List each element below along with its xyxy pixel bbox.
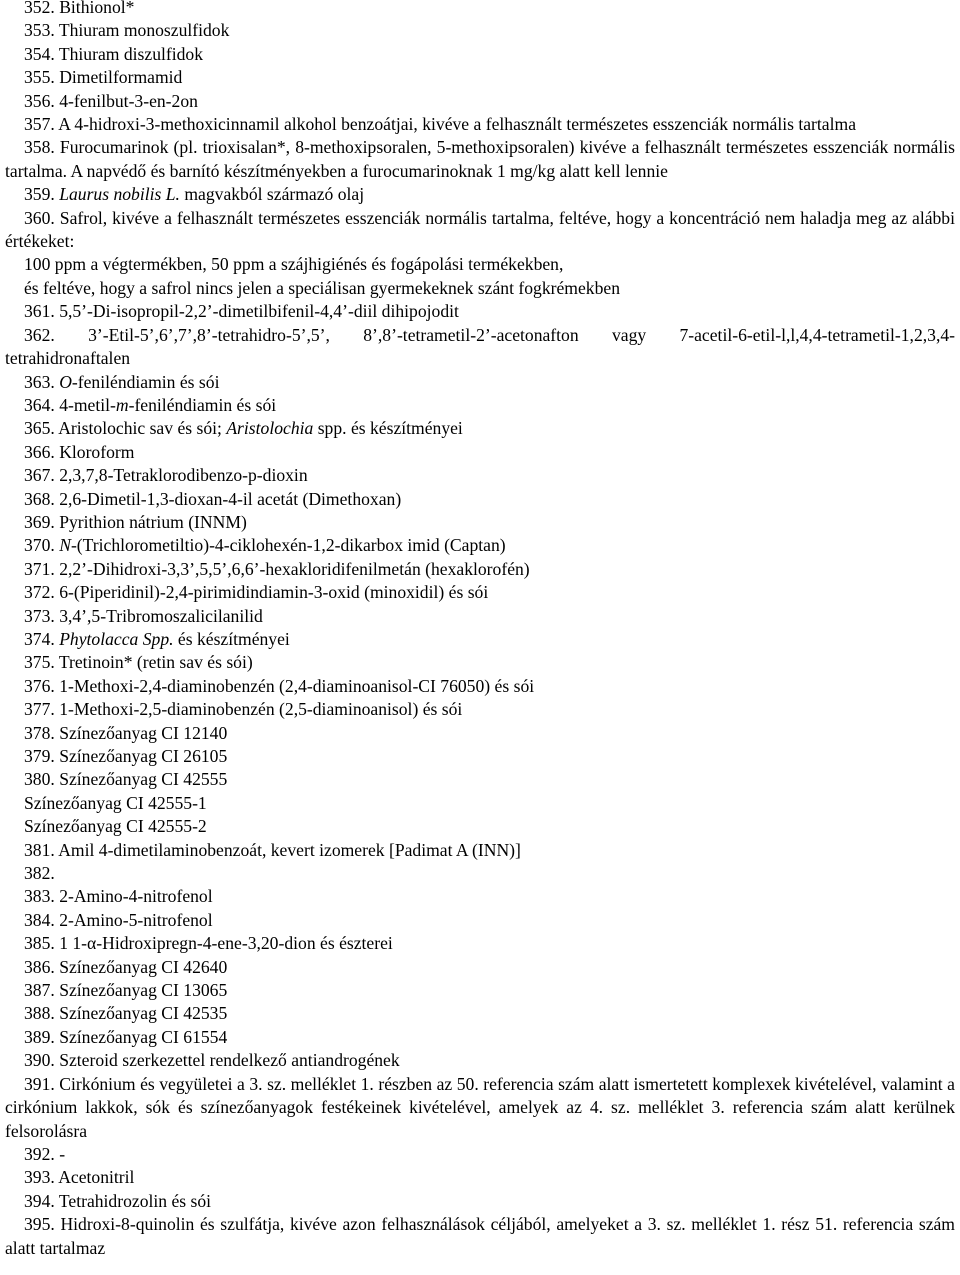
list-item-392: 392. - — [24, 1143, 66, 1164]
list-item-382: 382. — [24, 863, 55, 884]
list-item-359: 359. Laurus nobilis L. magvakból származó olaj — [24, 184, 365, 205]
list-item-362: 362. 3’-Etil-5’,6’,7’,8’-tetrahidro-5’,5’, 8’,8’-tetrametil-2’-acetonafton vagy 7-acetil-6-etil-l,l,4,4-tetrametil-1,2,3,4-tetrahidronaftalen — [5, 324, 955, 369]
list-item-388: 388. Színezőanyag CI 42535 — [24, 1003, 228, 1024]
list-item-383: 383. 2-Amino-4-nitrofenol — [24, 886, 213, 907]
list-item-375: 375. Tretinoin* (retin sav és sói) — [24, 652, 253, 673]
list-item-369: 369. Pyrithion nátrium (INNM) — [24, 511, 247, 532]
list-item-360-sub-2: és feltéve, hogy a safrol nincs jelen a speciálisan gyermekeknek szánt fogkrémekben — [24, 277, 620, 298]
list-item-364: 364. 4-metil-m-feniléndiamin és sói — [24, 394, 277, 415]
list-item-363: 363. O-feniléndiamin és sói — [24, 371, 220, 392]
list-item-361: 361. 5,5’-Di-isopropil-2,2’-dimetilbifenil-4,4’-diil dihipojodit — [24, 301, 459, 322]
list-item-389: 389. Színezőanyag CI 61554 — [24, 1026, 228, 1047]
list-item-372: 372. 6-(Piperidinil)-2,4-pirimidindiamin-3-oxid (minoxidil) és sói — [24, 582, 489, 603]
list-item-353: 353. Thiuram monoszulfidok — [24, 20, 230, 41]
list-item-373: 373. 3,4’,5-Tribromoszalicilanilid — [24, 605, 263, 626]
list-item-394: 394. Tetrahidrozolin és sói — [24, 1190, 212, 1211]
list-item-358: 358. Furocumarinok (pl. trioxisalan*, 8-methoxipsoralen, 5-methoxipsoralen) kivéve a felhasznált természetes esszenciák normális tartalma. A napvédő és barnító készítményekben a furocumarinoknak 1 mg/kg alatt kell lennie — [5, 137, 955, 181]
list-item-365: 365. Aristolochic sav és sói; Aristolochia spp. és készítményei — [24, 418, 463, 439]
list-item-376: 376. 1-Methoxi-2,4-diaminobenzén (2,4-diaminoanisol-CI 76050) és sói — [24, 675, 535, 696]
list-item-368: 368. 2,6-Dimetil-1,3-dioxan-4-il acetát (Dimethoxan) — [24, 488, 402, 509]
list-item-379: 379. Színezőanyag CI 26105 — [24, 746, 228, 766]
list-item-393: 393. Acetonitril — [24, 1167, 135, 1188]
list-item-378: 378. Színezőanyag CI 12140 — [24, 722, 228, 743]
list-item-357: 357. A 4-hidroxi-3-methoxicinnamil alkohol benzoátjai, kivéve a felhasznált természetes esszenciák normális tartalma — [24, 114, 856, 135]
list-item-360-sub-1: 100 ppm a végtermékben, 50 ppm a szájhigiénés és fogápolási termékekben, — [24, 254, 564, 275]
list-item-370: 370. N-(Trichlorometiltio)-4-ciklohexén-1,2-dikarbox imid (Captan) — [24, 535, 506, 556]
list-item-390: 390. Szteroid szerkezettel rendelkező antiandrogének — [24, 1050, 400, 1071]
list-item-386: 386. Színezőanyag CI 42640 — [24, 956, 228, 977]
list-item-381: 381. Amil 4-dimetilaminobenzoát, kevert izomerek [Padimat A (INN)] — [24, 839, 521, 860]
list-item-380: 380. Színezőanyag CI 42555 — [24, 769, 228, 790]
list-item-366: 366. Kloroform — [24, 441, 135, 462]
list-item-355: 355. Dimetilformamid — [24, 67, 183, 88]
list-item-377: 377. 1-Methoxi-2,5-diaminobenzén (2,5-diaminoanisol) és sói — [24, 699, 463, 720]
document-body — [5, 0, 955, 1260]
list-item-354: 354. Thiuram diszulfidok — [24, 43, 204, 64]
list-item-367: 367. 2,3,7,8-Tetraklorodibenzo-p-dioxin — [24, 465, 308, 486]
list-item-387: 387. Színezőanyag CI 13065 — [24, 980, 228, 1001]
list-item-384: 384. 2-Amino-5-nitrofenol — [24, 909, 213, 930]
list-item-356: 356. 4-fenilbut-3-en-2on — [24, 90, 198, 111]
list-item-395: 395. Hidroxi-8-quinolin és szulfátja, kivéve azon felhasználások céljából, amelyeket a 3. sz. melléklet 1. rész 51. referencia szám alatt tartalmaz — [5, 1214, 955, 1258]
list-item-380-sub-2: Színezőanyag CI 42555-2 — [24, 816, 207, 837]
list-item-380-sub-1: Színezőanyag CI 42555-1 — [24, 792, 207, 813]
list-item-391: 391. Cirkónium és vegyületei a 3. sz. melléklet 1. részben az 50. referencia szám alatt ismertetett komplexek kivételével, valamint a cirkónium lakkok, sók és színezőanyagok festékeinek kivételével, amelyek az 4. sz. melléklet 3. referencia szám alatt kerülnek felsorolásra — [5, 1073, 955, 1141]
list-item-360: 360. Safrol, kivéve a felhasznált természetes esszenciák normális tartalma, feltéve, hogy a koncentráció nem haladja meg az alábbi értékeket: — [5, 207, 955, 252]
list-item-352: 352. Bithionol* — [24, 0, 135, 17]
list-item-385: 385. 1 1-α-Hidroxipregn-4-ene-3,20-dion és észterei — [24, 933, 393, 954]
list-item-374: 374. Phytolacca Spp. és készítményei — [24, 628, 290, 649]
list-item-371: 371. 2,2’-Dihidroxi-3,3’,5,5’,6,6’-hexakloridifenilmetán (hexaklorofén) — [24, 558, 530, 579]
